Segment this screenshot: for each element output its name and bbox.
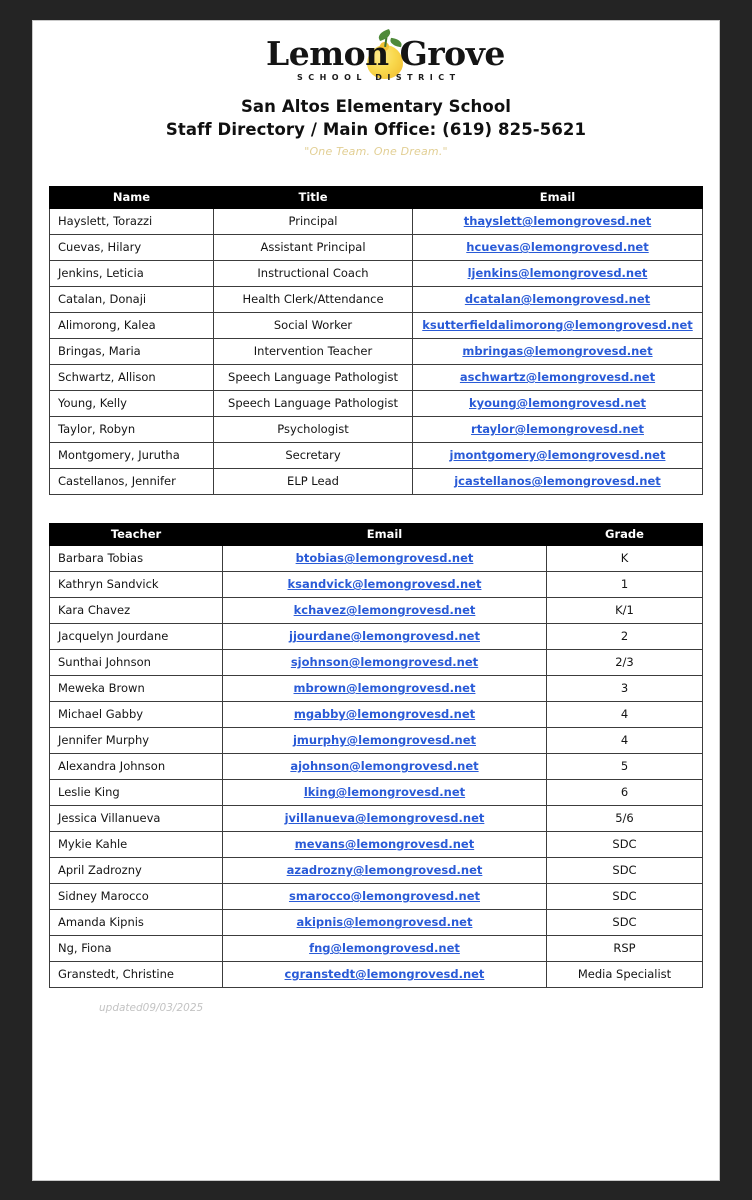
table-row bbox=[50, 598, 703, 624]
logo-submark: SCHOOL DISTRICT bbox=[296, 73, 461, 82]
teacher-email-link[interactable]: ksandvick@lemongrovesd.net bbox=[223, 572, 547, 598]
table-row bbox=[50, 339, 703, 365]
staff-title-cell: Intervention Teacher bbox=[214, 339, 413, 365]
teacher-table-container bbox=[33, 523, 719, 988]
teacher-name-cell: Amanda Kipnis bbox=[50, 910, 223, 936]
teacher-email-link[interactable]: sjohnson@lemongrovesd.net bbox=[223, 650, 547, 676]
staff-name-cell: Cuevas, Hilary bbox=[50, 235, 214, 261]
school-tagline: "One Team. One Dream." bbox=[304, 145, 448, 158]
staff-name-cell: Jenkins, Leticia bbox=[50, 261, 214, 287]
teacher-name-cell: Alexandra Johnson bbox=[50, 754, 223, 780]
teacher-table-header-row bbox=[50, 524, 703, 546]
staff-name-cell: Montgomery, Jurutha bbox=[50, 443, 214, 469]
staff-title-cell: ELP Lead bbox=[214, 469, 413, 495]
staff-name-cell: Catalan, Donaji bbox=[50, 287, 214, 313]
teacher-grade-cell: K bbox=[547, 546, 703, 572]
staff-email-link[interactable]: mbringas@lemongrovesd.net bbox=[413, 339, 703, 365]
table-row bbox=[50, 910, 703, 936]
table-row bbox=[50, 858, 703, 884]
teacher-name-cell: April Zadrozny bbox=[50, 858, 223, 884]
table-row bbox=[50, 209, 703, 235]
teacher-email-link[interactable]: akipnis@lemongrovesd.net bbox=[223, 910, 547, 936]
teacher-grade-cell: Media Specialist bbox=[547, 962, 703, 988]
staff-title-cell: Psychologist bbox=[214, 417, 413, 443]
table-row bbox=[50, 962, 703, 988]
teacher-email-link[interactable]: jmurphy@lemongrovesd.net bbox=[223, 728, 547, 754]
teacher-email-link[interactable]: lking@lemongrovesd.net bbox=[223, 780, 547, 806]
staff-title-cell: Assistant Principal bbox=[214, 235, 413, 261]
teacher-name-cell: Barbara Tobias bbox=[50, 546, 223, 572]
staff-directory-table bbox=[49, 186, 703, 495]
teacher-grade-cell: 3 bbox=[547, 676, 703, 702]
staff-name-cell: Castellanos, Jennifer bbox=[50, 469, 214, 495]
staff-name-cell: Alimorong, Kalea bbox=[50, 313, 214, 339]
table-row bbox=[50, 287, 703, 313]
teacher-name-cell: Kara Chavez bbox=[50, 598, 223, 624]
staff-table-body bbox=[50, 209, 703, 495]
table-row bbox=[50, 728, 703, 754]
teacher-email-link[interactable]: cgranstedt@lemongrovesd.net bbox=[223, 962, 547, 988]
staff-name-cell: Hayslett, Torazzi bbox=[50, 209, 214, 235]
teacher-grade-cell: RSP bbox=[547, 936, 703, 962]
table-row bbox=[50, 313, 703, 339]
staff-name-cell: Young, Kelly bbox=[50, 391, 214, 417]
staff-col-title: Title bbox=[214, 187, 413, 209]
teacher-grade-cell: 6 bbox=[547, 780, 703, 806]
staff-title-cell: Social Worker bbox=[214, 313, 413, 339]
teacher-col-email: Email bbox=[223, 524, 547, 546]
table-row bbox=[50, 391, 703, 417]
table-row bbox=[50, 417, 703, 443]
staff-name-cell: Taylor, Robyn bbox=[50, 417, 214, 443]
teacher-name-cell: Sidney Marocco bbox=[50, 884, 223, 910]
table-row bbox=[50, 806, 703, 832]
teacher-col-teacher: Teacher bbox=[50, 524, 223, 546]
teacher-name-cell: Granstedt, Christine bbox=[50, 962, 223, 988]
teacher-name-cell: Leslie King bbox=[50, 780, 223, 806]
staff-email-link[interactable]: aschwartz@lemongrovesd.net bbox=[413, 365, 703, 391]
table-row bbox=[50, 624, 703, 650]
table-row bbox=[50, 780, 703, 806]
teacher-name-cell: Meweka Brown bbox=[50, 676, 223, 702]
staff-email-link[interactable]: hcuevas@lemongrovesd.net bbox=[413, 235, 703, 261]
table-row bbox=[50, 676, 703, 702]
teacher-email-link[interactable]: ajohnson@lemongrovesd.net bbox=[223, 754, 547, 780]
table-row bbox=[50, 832, 703, 858]
teacher-directory-table bbox=[49, 523, 703, 988]
teacher-grade-cell: 4 bbox=[547, 728, 703, 754]
teacher-grade-cell: 4 bbox=[547, 702, 703, 728]
teacher-grade-cell: SDC bbox=[547, 858, 703, 884]
lemon-grove-district-logo bbox=[266, 29, 505, 91]
teacher-name-cell: Ng, Fiona bbox=[50, 936, 223, 962]
teacher-name-cell: Jessica Villanueva bbox=[50, 806, 223, 832]
teacher-grade-cell: SDC bbox=[547, 910, 703, 936]
staff-email-link[interactable]: jmontgomery@lemongrovesd.net bbox=[413, 443, 703, 469]
teacher-grade-cell: 1 bbox=[547, 572, 703, 598]
document-page bbox=[33, 21, 719, 1180]
teacher-name-cell: Jennifer Murphy bbox=[50, 728, 223, 754]
staff-title-cell: Secretary bbox=[214, 443, 413, 469]
staff-title-cell: Principal bbox=[214, 209, 413, 235]
table-row bbox=[50, 702, 703, 728]
staff-email-link[interactable]: jcastellanos@lemongrovesd.net bbox=[413, 469, 703, 495]
staff-table-container bbox=[33, 186, 719, 495]
staff-email-link[interactable]: kyoung@lemongrovesd.net bbox=[413, 391, 703, 417]
teacher-name-cell: Sunthai Johnson bbox=[50, 650, 223, 676]
staff-name-cell: Bringas, Maria bbox=[50, 339, 214, 365]
teacher-grade-cell: K/1 bbox=[547, 598, 703, 624]
table-row bbox=[50, 443, 703, 469]
staff-email-link[interactable]: ksutterfieldalimorong@lemongrovesd.net bbox=[413, 313, 703, 339]
teacher-email-link[interactable]: azadrozny@lemongrovesd.net bbox=[223, 858, 547, 884]
teacher-col-grade: Grade bbox=[547, 524, 703, 546]
teacher-grade-cell: 5 bbox=[547, 754, 703, 780]
table-row bbox=[50, 469, 703, 495]
staff-name-cell: Schwartz, Allison bbox=[50, 365, 214, 391]
teacher-email-link[interactable]: btobias@lemongrovesd.net bbox=[223, 546, 547, 572]
staff-col-email: Email bbox=[413, 187, 703, 209]
teacher-grade-cell: 2 bbox=[547, 624, 703, 650]
staff-email-link[interactable]: ljenkins@lemongrovesd.net bbox=[413, 261, 703, 287]
updated-timestamp: updated09/03/2025 bbox=[99, 1002, 204, 1014]
document-header bbox=[33, 21, 719, 158]
staff-email-link[interactable]: rtaylor@lemongrovesd.net bbox=[413, 417, 703, 443]
header-table-spacer bbox=[33, 158, 719, 186]
table-row bbox=[50, 261, 703, 287]
staff-table-header-row bbox=[50, 187, 703, 209]
staff-email-link[interactable]: thayslett@lemongrovesd.net bbox=[413, 209, 703, 235]
teacher-name-cell: Michael Gabby bbox=[50, 702, 223, 728]
teacher-grade-cell: SDC bbox=[547, 832, 703, 858]
teacher-email-link[interactable]: mbrown@lemongrovesd.net bbox=[223, 676, 547, 702]
teacher-grade-cell: SDC bbox=[547, 884, 703, 910]
table-row bbox=[50, 754, 703, 780]
table-row bbox=[50, 650, 703, 676]
table-row bbox=[50, 546, 703, 572]
staff-title-cell: Speech Language Pathologist bbox=[214, 365, 413, 391]
staff-col-name: Name bbox=[50, 187, 214, 209]
table-row bbox=[50, 884, 703, 910]
staff-title-cell: Instructional Coach bbox=[214, 261, 413, 287]
teacher-email-link[interactable]: smarocco@lemongrovesd.net bbox=[223, 884, 547, 910]
teacher-email-link[interactable]: jvillanueva@lemongrovesd.net bbox=[223, 806, 547, 832]
directory-office-line: Staff Directory / Main Office: (619) 825-5621 bbox=[165, 120, 587, 139]
teacher-email-link[interactable]: kchavez@lemongrovesd.net bbox=[223, 598, 547, 624]
teacher-email-link[interactable]: mevans@lemongrovesd.net bbox=[223, 832, 547, 858]
teacher-grade-cell: 2/3 bbox=[547, 650, 703, 676]
teacher-table-body bbox=[50, 546, 703, 988]
table-gap-spacer bbox=[33, 495, 719, 523]
teacher-name-cell: Kathryn Sandvick bbox=[50, 572, 223, 598]
school-name: San Altos Elementary School bbox=[240, 97, 512, 116]
teacher-grade-cell: 5/6 bbox=[547, 806, 703, 832]
teacher-name-cell: Jacquelyn Jourdane bbox=[50, 624, 223, 650]
table-row bbox=[50, 936, 703, 962]
teacher-email-link[interactable]: jjourdane@lemongrovesd.net bbox=[223, 624, 547, 650]
table-row bbox=[50, 365, 703, 391]
staff-title-cell: Health Clerk/Attendance bbox=[214, 287, 413, 313]
teacher-email-link[interactable]: fng@lemongrovesd.net bbox=[223, 936, 547, 962]
teacher-name-cell: Mykie Kahle bbox=[50, 832, 223, 858]
teacher-email-link[interactable]: mgabby@lemongrovesd.net bbox=[223, 702, 547, 728]
staff-title-cell: Speech Language Pathologist bbox=[214, 391, 413, 417]
logo-wordmark: Lemon Grove bbox=[266, 34, 505, 73]
staff-email-link[interactable]: dcatalan@lemongrovesd.net bbox=[413, 287, 703, 313]
table-row bbox=[50, 235, 703, 261]
table-row bbox=[50, 572, 703, 598]
